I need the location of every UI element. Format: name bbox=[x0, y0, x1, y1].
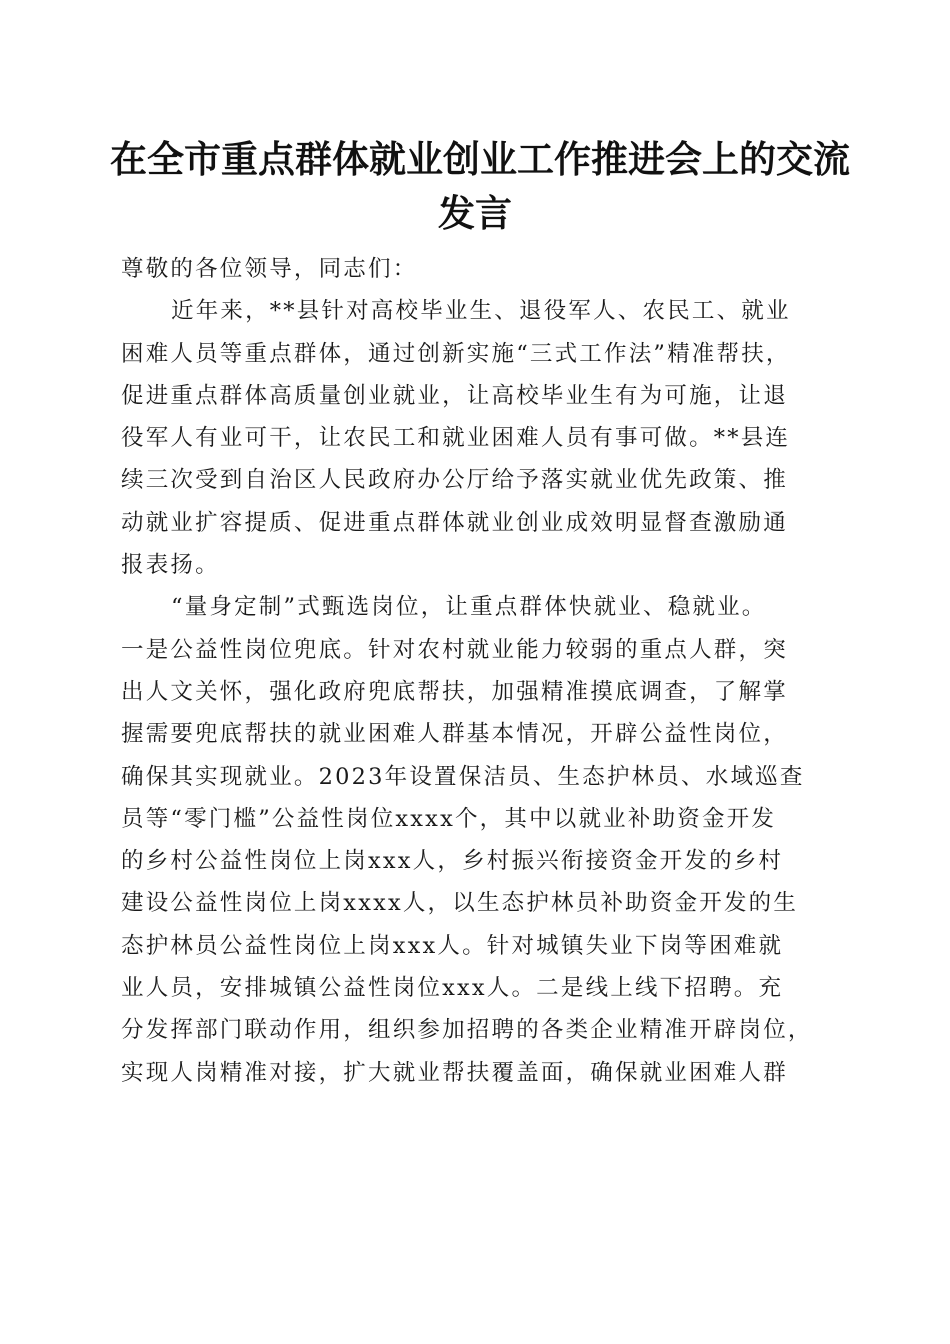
paragraph-line: 困难人员等重点群体，通过创新实施“三式工作法”精准帮扶， bbox=[121, 340, 791, 367]
paragraph-line: 一是公益性岗位兜底。针对农村就业能力较弱的重点人群，突 bbox=[121, 636, 788, 663]
paragraph-line: 握需要兜底帮扶的就业困难人群基本情况，开辟公益性岗位， bbox=[121, 721, 788, 748]
paragraph-line: 近年来，**县针对高校毕业生、退役军人、农民工、就业 bbox=[171, 298, 791, 325]
paragraph-line: 出人文关怀，强化政府兜底帮扶，加强精准摸底调查，了解掌 bbox=[121, 678, 788, 705]
paragraph-1 bbox=[121, 290, 831, 586]
title-line-1: 在全市重点群体就业创业工作推进会上的交流 bbox=[110, 137, 850, 181]
paragraph-line: 员等“零门槛”公益性岗位xxxx个，其中以就业补助资金开发 bbox=[121, 805, 777, 832]
paragraph-line: 促进重点群体高质量创业就业，让高校毕业生有为可施，让退 bbox=[121, 382, 788, 409]
paragraph-line: 态护林员公益性岗位上岗xxx人。针对城镇失业下岗等困难就 bbox=[121, 932, 784, 959]
paragraph-line: 报表扬。 bbox=[121, 552, 220, 579]
paragraph-line: 的乡村公益性岗位上岗xxx人，乡村振兴衔接资金开发的乡村 bbox=[121, 848, 784, 875]
salutation: 尊敬的各位领导，同志们： bbox=[121, 256, 418, 282]
paragraph-line: 分发挥部门联动作用，组织参加招聘的各类企业精准开辟岗位， bbox=[121, 1017, 813, 1044]
paragraph-line: 动就业扩容提质、促进重点群体就业创业成效明显督查激励通 bbox=[121, 509, 788, 536]
paragraph-line: “量身定制”式甄选岗位，让重点群体快就业、稳就业。 bbox=[171, 594, 767, 621]
paragraph-2 bbox=[121, 586, 831, 1094]
document-title bbox=[110, 132, 850, 240]
document-body bbox=[121, 248, 831, 1094]
paragraph-line: 续三次受到自治区人民政府办公厅给予落实就业优先政策、推 bbox=[121, 467, 788, 494]
title-line-2: 发言 bbox=[438, 191, 512, 235]
paragraph-line: 役军人有业可干，让农民工和就业困难人员有事可做。**县连 bbox=[121, 425, 791, 452]
paragraph-line: 业人员，安排城镇公益性岗位xxx人。二是线上线下招聘。充 bbox=[121, 975, 784, 1002]
paragraph-line: 确保其实现就业。2023年设置保洁员、生态护林员、水域巡查 bbox=[121, 763, 805, 790]
paragraph-line: 建设公益性岗位上岗xxxx人，以生态护林员补助资金开发的生 bbox=[121, 890, 799, 917]
paragraph-line: 实现人岗精准对接，扩大就业帮扶覆盖面，确保就业困难人群 bbox=[121, 1059, 788, 1086]
